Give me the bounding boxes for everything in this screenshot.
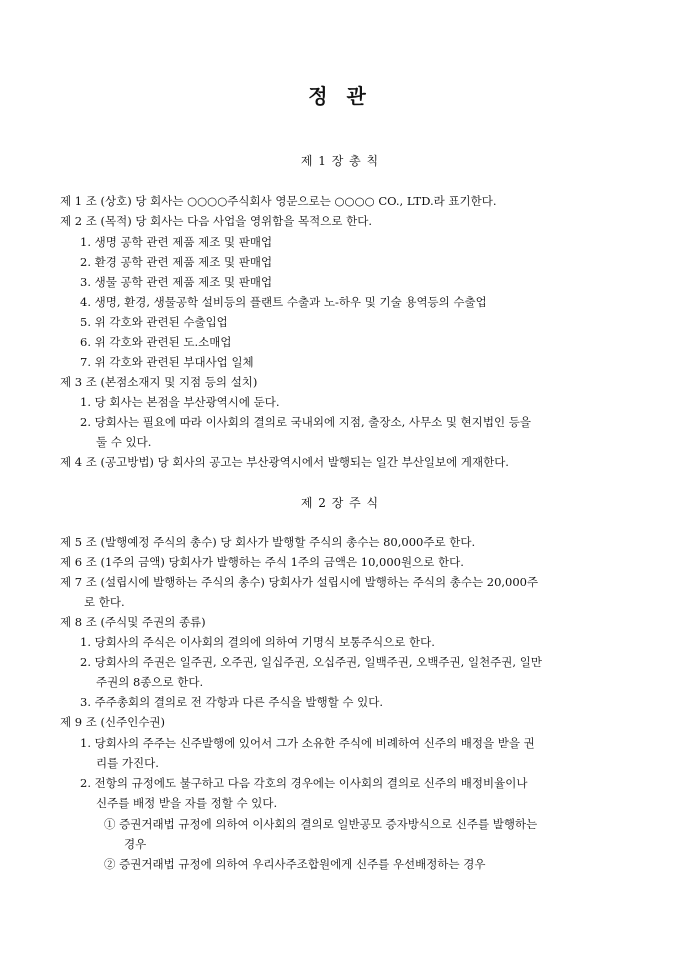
article-3-item-2-cont: 둘 수 있다. xyxy=(96,435,152,449)
article-8-item-1: 1. 당회사의 주식은 이사회의 결의에 의하여 기명식 보통주식으로 한다. xyxy=(80,635,435,649)
article-6: 제 6 조 (1주의 금액) 당회사가 발행하는 주식 1주의 금액은 10,000원으로 한다. xyxy=(60,555,464,569)
article-5: 제 5 조 (발행예정 주식의 총수) 당 회사가 발행할 주식의 총수는 80,000주로 한다. xyxy=(60,535,476,549)
article-8-item-3: 3. 주주총회의 결의로 전 각항과 다른 주식을 발행할 수 있다. xyxy=(80,695,384,709)
article-4: 제 4 조 (공고방법) 당 회사의 공고는 부산광역시에서 발행되는 일간 부산일보에 게재한다. xyxy=(60,455,509,469)
chapter-2-heading: 제 2 장 주 식 xyxy=(300,496,380,510)
article-8: 제 8 조 (주식및 주권의 종류) xyxy=(60,615,206,629)
article-9-item-1: 1. 당회사의 주주는 신주발행에 있어서 그가 소유한 주식에 비례하여 신주의 배정을 받을 권 xyxy=(80,736,535,750)
article-2: 제 2 조 (목적) 당 회사는 다음 사업을 영위함을 목적으로 한다. xyxy=(60,214,373,228)
article-9-subitem-1-cont: 경우 xyxy=(124,837,147,851)
article-9-item-2: 2. 전항의 규정에도 불구하고 다음 각호의 경우에는 이사회의 결의로 신주의 배정비율이나 xyxy=(80,776,528,790)
document-title: 정 관 xyxy=(308,84,372,108)
article-8-item-2-cont: 주권의 8종으로 한다. xyxy=(96,675,204,689)
article-3-item-2: 2. 당회사는 필요에 따라 이사회의 결의로 국내외에 지점, 출장소, 사무소 및 현지법인 등을 xyxy=(80,415,531,429)
article-2-item-2: 2. 환경 공학 관련 제품 제조 및 판매업 xyxy=(80,255,273,269)
article-9-subitem-2: ② 증권거래법 규정에 의하여 우리사주조합원에게 신주를 우선배정하는 경우 xyxy=(104,857,486,871)
chapter-1-heading: 제 1 장 총 칙 xyxy=(300,154,380,168)
article-3-item-1: 1. 당 회사는 본점을 부산광역시에 둔다. xyxy=(80,395,280,409)
article-2-item-5: 5. 위 각호와 관련된 수출입업 xyxy=(80,315,228,329)
article-1: 제 1 조 (상호) 당 회사는 ○○○○주식회사 영문으로는 ○○○○ CO., LTD.라 표기한다. xyxy=(60,194,497,208)
article-7: 제 7 조 (설립시에 발행하는 주식의 총수) 당회사가 설립시에 발행하는 주식의 총수는 20,000주 xyxy=(60,575,539,589)
article-9-item-1-cont: 리를 가진다. xyxy=(96,756,159,770)
article-8-item-2: 2. 당회사의 주권은 일주권, 오주권, 일십주권, 오십주권, 일백주권, 오백주권, 일천주권, 일만 xyxy=(80,655,542,669)
article-9-item-2-cont: 신주를 배정 받을 자를 정할 수 있다. xyxy=(96,796,278,810)
article-7-cont: 로 한다. xyxy=(84,595,125,609)
article-2-item-4: 4. 생명, 환경, 생물공학 설비등의 플랜트 수출과 노-하우 및 기술 용역등의 수출업 xyxy=(80,295,487,309)
article-2-item-1: 1. 생명 공학 관련 제품 제조 및 판매업 xyxy=(80,235,273,249)
article-2-item-6: 6. 위 각호와 관련된 도.소매업 xyxy=(80,335,232,349)
article-9-subitem-1: ① 증권거래법 규정에 의하여 이사회의 결의로 일반공모 증자방식으로 신주를 발행하는 xyxy=(104,817,538,831)
article-3: 제 3 조 (본점소재지 및 지점 등의 설치) xyxy=(60,375,258,389)
article-2-item-7: 7. 위 각호와 관련된 부대사업 일체 xyxy=(80,355,254,369)
article-9: 제 9 조 (신주인수권) xyxy=(60,715,166,729)
article-2-item-3: 3. 생물 공학 관련 제품 제조 및 판매업 xyxy=(80,275,273,289)
